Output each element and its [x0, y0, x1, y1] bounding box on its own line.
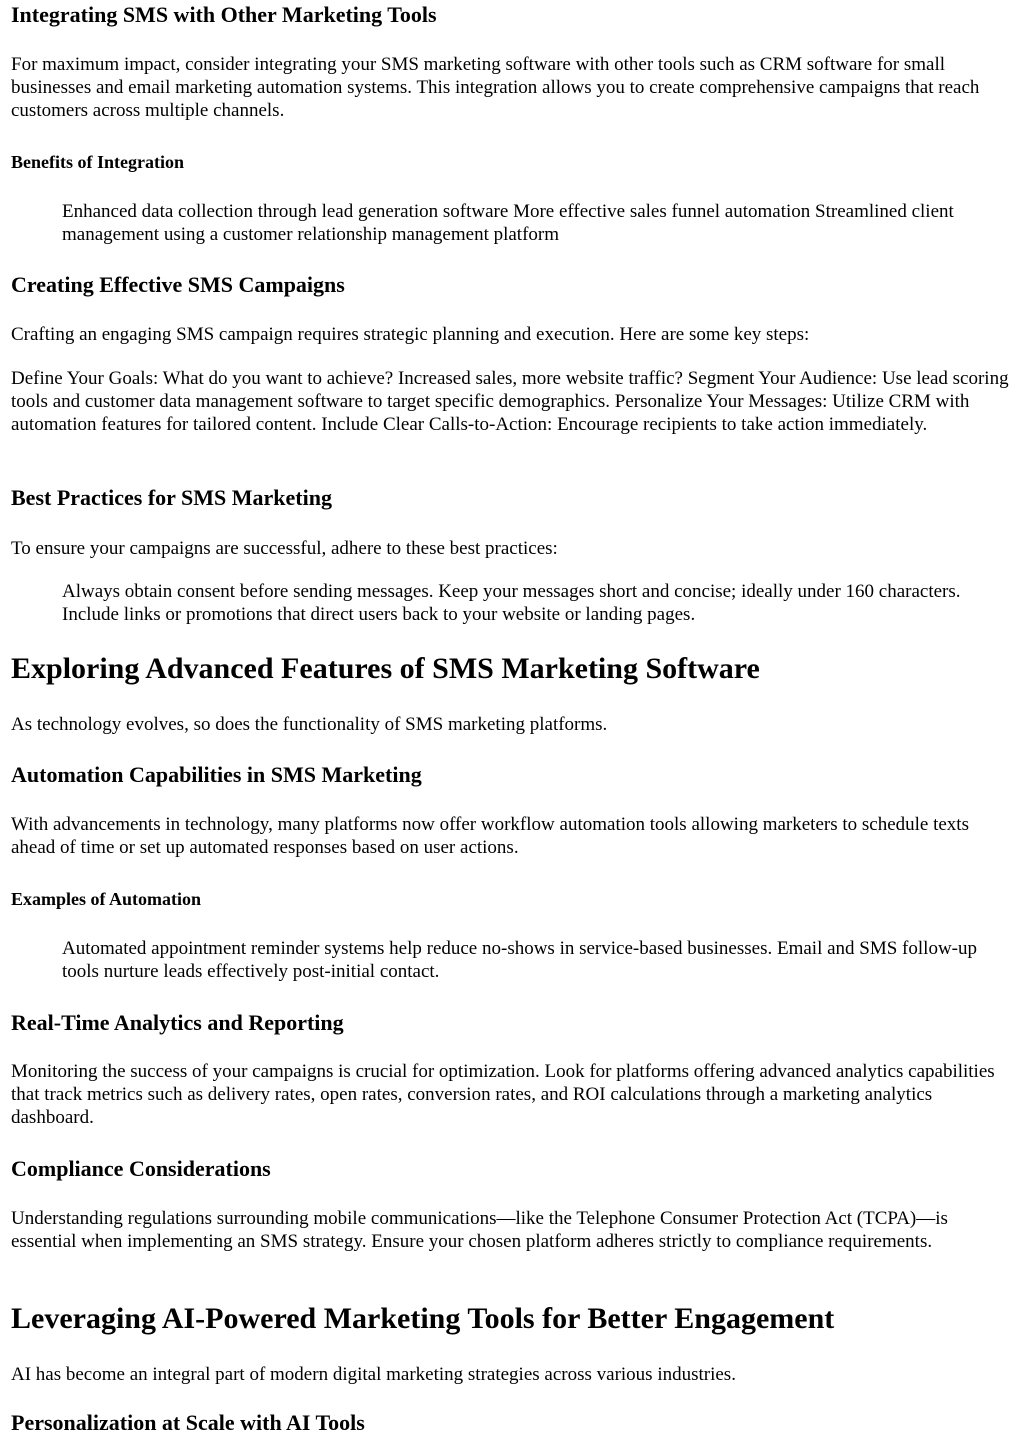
- blockquote-best-practices: Always obtain consent before sending messages. Keep your messages short and concise; ideally under 160 characters. Include links or promotions that direct users back to your website or landing pages.: [62, 581, 961, 625]
- heading-examples-of-automation: Examples of Automation: [11, 889, 202, 909]
- paragraph-campaign-steps: Define Your Goals: What do you want to achieve? Increased sales, more website traffic? Segment Your Audience: Use lead scoring tools and customer data management software to target specific demographics. Personalize Your Messages: Utilize CRM with automation features for tailored content. Include Clear Calls-to-Action: Encourage recipients to take action immediately.: [11, 368, 1009, 435]
- heading-benefits-of-integration: Benefits of Integration: [11, 152, 184, 172]
- heading-integrating-sms: Integrating SMS with Other Marketing Tools: [11, 2, 437, 27]
- heading-personalization-ai: Personalization at Scale with AI Tools: [11, 1410, 365, 1435]
- paragraph-advanced-intro: As technology evolves, so does the functionality of SMS marketing platforms.: [11, 714, 608, 735]
- heading-advanced-features: Exploring Advanced Features of SMS Marketing Software: [11, 652, 760, 685]
- paragraph-ai-intro: AI has become an integral part of modern digital marketing strategies across various industries.: [11, 1364, 736, 1385]
- heading-best-practices: Best Practices for SMS Marketing: [11, 485, 332, 510]
- heading-real-time-analytics: Real-Time Analytics and Reporting: [11, 1010, 344, 1035]
- heading-automation-capabilities: Automation Capabilities in SMS Marketing: [11, 762, 422, 787]
- heading-ai-powered-tools: Leveraging AI-Powered Marketing Tools for Better Engagement: [11, 1302, 835, 1335]
- paragraph-campaign-intro: Crafting an engaging SMS campaign requires strategic planning and execution. Here are some key steps:: [11, 324, 810, 345]
- heading-compliance: Compliance Considerations: [11, 1156, 271, 1181]
- paragraph-best-practices-intro: To ensure your campaigns are successful, adhere to these best practices:: [11, 538, 558, 559]
- paragraph-compliance: Understanding regulations surrounding mobile communications—like the Telephone Consumer Protection Act (TCPA)—is essential when implementing an SMS strategy. Ensure your chosen platform adheres strictly to compliance requirements.: [11, 1208, 948, 1252]
- blockquote-integration-benefits: Enhanced data collection through lead generation software More effective sales funnel automation Streamlined client management using a customer relationship management platform: [62, 201, 954, 245]
- heading-creating-campaigns: Creating Effective SMS Campaigns: [11, 272, 345, 297]
- paragraph-integration-intro: For maximum impact, consider integrating your SMS marketing software with other tools such as CRM software for small businesses and email marketing automation systems. This integration allows you to create comprehensive campaigns that reach customers across multiple channels.: [11, 54, 980, 121]
- paragraph-automation: With advancements in technology, many platforms now offer workflow automation tools allowing marketers to schedule texts ahead of time or set up automated responses based on user actions.: [11, 814, 969, 858]
- paragraph-analytics: Monitoring the success of your campaigns is crucial for optimization. Look for platforms offering advanced analytics capabilities that track metrics such as delivery rates, open rates, conversion rates, and ROI calculations through a marketing analytics dashboard.: [11, 1061, 995, 1128]
- blockquote-automation-examples: Automated appointment reminder systems help reduce no-shows in service-based businesses. Email and SMS follow-up tools nurture leads effectively post-initial contact.: [62, 938, 977, 982]
